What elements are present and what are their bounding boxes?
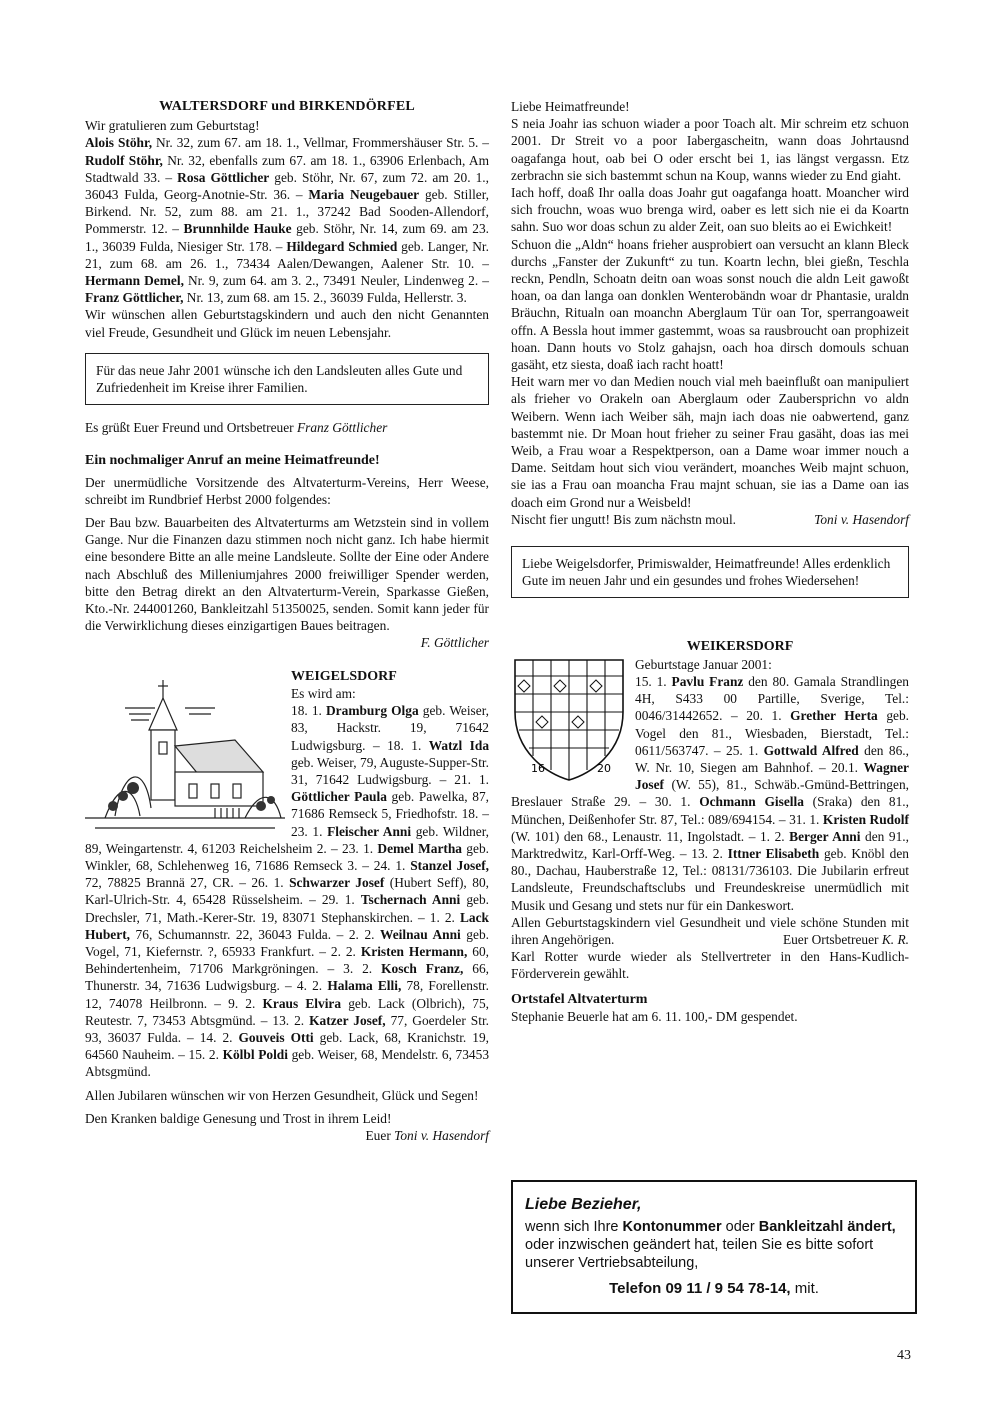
entry-name: Ittner Elisabeth xyxy=(727,845,820,861)
entry-name: Tschernach Anni xyxy=(360,892,461,908)
entry-name: Grether Herta xyxy=(790,708,878,724)
greeting-signature: Franz Göttlicher xyxy=(296,420,388,436)
entry-details: geb. Vogel, 71, Kiefernstr. ?, 65933 Frankfurt. – 2. 2. xyxy=(85,926,489,959)
entry-name: Dramburg Olga xyxy=(326,703,419,719)
entry-date: 15. 1. xyxy=(635,673,672,689)
entry-name: Alois Stöhr, xyxy=(85,135,153,151)
entry-details: geb. Weiser, 79, Auguste-Supper-Str. 31, 71642 Ludwigsburg. – 21. 1. xyxy=(291,754,489,787)
entry-name: Demel Martha xyxy=(377,840,463,856)
entry-details: geb. Knöbl den 80., Dachau, Hauberstraße 12, Tel.: 08131/736103. Die Jubilarin erfreut Landsleute, Freundschaftsclubs und Freundeskreise unermüdlich mit Musik und Gesang und stets nur für ein Dankeswort. xyxy=(511,845,909,913)
entry-details: geb. Stöhr, Nr. 14, zum 69. am 23. 1., 36039 Fulda, Niesiger Str. 178. – xyxy=(85,221,489,254)
entry-details: 72, 78825 Brannä 27, CR. – 26. 1. xyxy=(85,875,290,891)
entry-details: geb. Drechsler, 71, Math.-Kerer-Str. 19, 83071 Stephanskirchen. – 1. 2. xyxy=(85,892,490,925)
entry-name: Weilnau Anni xyxy=(380,926,461,942)
signature-prefix: Euer xyxy=(365,1127,395,1143)
entry-name: Lack Hubert, xyxy=(85,909,489,942)
entry-name: Kölbl Poldi xyxy=(222,1047,288,1063)
ortstafel-heading: Ortstafel Altvaterturm xyxy=(511,991,648,1007)
entry-details: Nr. 13, zum 68. am 15. 2., 36039 Fulda, Hellerstr. 3. xyxy=(183,290,467,306)
anruf-heading: Ein nochmaliger Anruf an meine Heimatfreunde! xyxy=(85,453,380,469)
entry-details: geb. Weiser, 68, Mendelstr. 6, 73453 Abtsgmünd. xyxy=(85,1047,490,1080)
entry-details: 78, Forellenstr. 12, 74078 Heilbronn. – 9. 2. xyxy=(85,978,489,1011)
weikersdorf-signature xyxy=(783,931,909,948)
notice-text-2: oder xyxy=(721,1219,759,1235)
signature-name: K. R. xyxy=(881,931,909,947)
entry-name: Kraus Elvira xyxy=(262,995,342,1011)
weigelsdorf-wishes: Allen Jubilaren wünschen wir von Herzen Gesundheit, Glück und Segen! xyxy=(85,1087,479,1103)
entry-name: Halama Elli, xyxy=(327,978,402,994)
waltersdorf-intro-text: Wir gratulieren zum Geburtstag! xyxy=(85,118,260,134)
entry-details: den 91., Marktredwitz, Karl-Orff-Weg. – 13. 2. xyxy=(511,828,909,861)
anruf-signature: F. Göttlicher xyxy=(420,635,489,651)
entry-name: Schwarzer Josef xyxy=(289,875,385,891)
dialect-closing: Nischt fier ungutt! Bis zum nächstn moul. xyxy=(511,511,737,527)
dialect-paragraph-2: Iach hoff, doaß Ihr oalla doas Joahr gut oagafanga hoatt. Moancher wird sich frouchn, woas wuo brenga wird, oaber es lett sich nie ei da Koartn sahn. Suo wor doas schun zu alder Zeit, oan suo bleits ao ei Ewichkeit! xyxy=(511,185,909,235)
right-column xyxy=(511,98,909,1025)
crest-year-right: 20 xyxy=(597,761,611,775)
waltersdorf-entries xyxy=(85,135,489,305)
entry-name: Wagner Josef xyxy=(635,759,909,793)
entry-details: (W. 55), 81., Schwäb.-Gmünd-Bettringen, Breslauer Straße 29. – 30. 1. xyxy=(511,777,909,810)
entry-name: Göttlicher Paula xyxy=(291,789,387,805)
dialect-paragraph-3: Schuon die „Aldn“ hoans frieher ausprobiert oan versucht an klann Bleck durchs „Fanster der Zukunft“ zu tun. Koartn lechn, blei gießn, Teschla reckn, Pendln, Schoatn deitn oan woas sonst nouch die aldn Leit gawoßt hoan, oa dan langa oan donklen Wenterobändn woar dr Phantasie, uraldn Bräuchn, Ritualn oan moanchn Aberglaum Tür oan Tor, sperrangoaweit offn. A Bessla hout immer gastemmt, woas sa rausbroucht oan prophizeit hoan. Dann houts vo Stolz gahajsn, oach hoa dirsch domouls schuan gasäht, etz siesta, doaß iach racht hoatt! xyxy=(511,236,909,373)
entry-name: Stanzel Josef, xyxy=(410,857,490,873)
weigelsdorf-heading: WEIGELSDORF xyxy=(291,668,397,684)
subscriber-notice-phone xyxy=(525,1280,903,1298)
crest-year-left: 16 xyxy=(531,761,545,775)
entry-name: Katzer Josef, xyxy=(309,1012,386,1028)
waltersdorf-intro xyxy=(85,117,489,306)
notice-bold-1: Kontonummer xyxy=(622,1219,722,1235)
entry-name: Hermann Demel, xyxy=(85,273,184,289)
waltersdorf-heading: WALTERSDORF und BIRKENDÖRFEL xyxy=(159,99,415,114)
entry-details: geb. Lack (Olbrich), 75, Reutestr. 7, 73453 Abtsgmünd. – 13. 2. xyxy=(85,995,489,1028)
entry-details: geb. Winkler, 68, Schlehenweg 16, 71686 Remseck 3. – 24. 1. xyxy=(85,840,489,873)
notice-phone-number: Telefon 09 11 / 9 54 78-14, xyxy=(609,1280,791,1297)
entry-name: Maria Neugebauer xyxy=(308,187,420,203)
entry-name: Ochmann Gisella xyxy=(699,794,804,810)
entry-details: geb. Stöhr, Nr. 67, zum 72. am 20. 1., 36043 Fulda, Georg-Anotnie-Str. 36. – xyxy=(85,169,489,203)
entry-name: Brunnhilde Hauke xyxy=(183,221,292,237)
entry-details: (Sraka) den 81., München, Deißenhofer Str. 87, Tel.: 089/694154. – 31. 1. xyxy=(511,794,909,827)
weigelsdorf-box-text: Liebe Weigelsdorfer, Primiswalder, Heimatfreunde! Alles erdenklich Gute im neuen Jahr und ein gesundes und frohes Wiedersehen! xyxy=(522,556,891,589)
entry-details: geb. Wildner, 89, Weingartenstr. 4, 61203 Reichelsheim 2. – 23. 1. xyxy=(85,823,489,856)
weigelsdorf-newyear-box xyxy=(511,546,909,598)
entry-details: geb. Stiller, Birkend. Nr. 52, zum 88. am 21. 1., 37242 Bad Sooden-Allendorf, Pommerstr. 12. – xyxy=(85,187,490,237)
entry-details: geb. Lack, 68, Kranichstr. 19, 64560 Nauheim. – 15. 2. xyxy=(85,1029,489,1063)
signature-name: Toni v. Hasendorf xyxy=(394,1127,489,1143)
entry-details: (W. 101) den 68., Lenaustr. 11, Ingolstadt. – 1. 2. xyxy=(511,828,790,844)
signature-prefix: Euer Ortsbetreuer xyxy=(782,931,882,947)
entry-details: geb. Langer, Nr. 21, zum 68. am 26. 1., 73434 Aalen/Dewangen, Aalener Str. 10. – xyxy=(85,238,489,271)
greeting-text: Es grüßt Euer Freund und Ortsbetreuer xyxy=(85,420,297,436)
subscriber-notice-title: Liebe Bezieher, xyxy=(525,1196,642,1213)
entry-name: Gottwald Alfred xyxy=(763,742,859,758)
entry-details: 77, Goerdeler Str. 93, 36037 Fulda. – 14. 2. xyxy=(85,1012,490,1045)
entry-name: Berger Anni xyxy=(789,828,861,844)
entry-details: geb. Weiser, 83, Hackstr. 19, 71642 Ludwigsburg. – 18. 1. xyxy=(291,703,489,753)
entry-name: Watzl Ida xyxy=(428,737,490,753)
dialect-greeting: Liebe Heimatfreunde! xyxy=(511,99,630,114)
entry-name: Kosch Franz, xyxy=(381,961,464,977)
entry-name: Rudolf Stöhr, xyxy=(85,152,163,168)
dialect-paragraph-4: Heit warn mer vo dan Medien nouch vial meh baeinflußt oan manipuliert als frieher vo Orakeln oan Aberglaum oder Zaubersprichn vo aldn Weibern. Wenn iach Weiber säh, majn iach doas nie oabwertend, ganz bastemmt nie. Dr Moan hout frieher zu seiner Frau gasäht, doas ias mei Weib, a Frau woar a Respektperson, oan a Dame woar immer nouch a Dame. Seitdam hout sich viou verändert, moanches Weib majnt schuon, sie ias a Frau oan moancha Frau majnt schuan, sie ias a Dame oan ias doach eim Grond nur a Weisbeld! xyxy=(511,374,909,510)
subscriber-notice-box xyxy=(511,1180,917,1314)
anruf-paragraph-1: Der unermüdliche Vorsitzende des Altvaterturm-Vereins, Herr Weese, schreibt im Rundbrief Herbst 2000 folgendes: xyxy=(85,474,489,507)
notice-text-1: wenn sich Ihre xyxy=(525,1219,623,1235)
entry-name: Hildegard Schmied xyxy=(286,238,398,254)
weikersdorf-section xyxy=(511,638,909,1024)
entry-name: Rosa Göttlicher xyxy=(177,169,270,185)
entry-name: Kristen Rudolf xyxy=(822,811,909,827)
entry-name: Gouveis Otti xyxy=(238,1029,314,1045)
entry-details: (Hubert Seff), 80, Karl-Ulrich-Str. 4, 65428 Rüsselsheim. – 29. 1. xyxy=(85,875,489,908)
entry-name: Pavlu Franz xyxy=(671,673,744,689)
weikersdorf-heading: WEIKERSDORF xyxy=(686,639,794,655)
weigelsdorf-sick: Den Kranken baldige Genesung und Trost in ihrem Leid! xyxy=(85,1110,392,1126)
weigelsdorf-intro: Es wird am: xyxy=(291,685,356,701)
weikersdorf-wishes-block xyxy=(511,914,909,948)
entry-details: 66, Thunerstr. 34, 71636 Ludwigsburg. – 4. 2. xyxy=(85,961,490,994)
entry-details: geb. Vogel den 81., Wiesbaden, Bierstadt, Tel.: 0611/563747. – 25. 1. xyxy=(635,708,910,758)
page-number: 43 xyxy=(897,1348,911,1363)
weigelsdorf-section xyxy=(85,668,489,1144)
entry-name: Franz Göttlicher, xyxy=(85,290,184,306)
entry-name: Fleischer Anni xyxy=(327,823,412,839)
entry-details: Nr. 32, zum 67. am 18. 1., Vellmar, Frommershäuser Str. 5. – xyxy=(152,135,489,151)
left-column xyxy=(85,98,489,1144)
entry-details: Nr. 9, zum 64. am 3. 2., 73491 Neuler, Lindenweg 2. – xyxy=(183,273,489,289)
entry-name: Kristen Hermann, xyxy=(360,943,468,959)
dialect-paragraph-1: S neia Joahr ias schuon wiader a poor Toach alt. Mir schreim etz schuon 2001. Dr Streit vo a poor Iabergascheitn, wann doas Johrtausnd oagafanga hout, oab bei O oder erscht bei 1, ias längst vergassn. Etz zerbrachn sie sich bastemmt schun na Koup, wanns wieder zu End giaht. xyxy=(511,116,909,183)
ortstafel-text: Stephanie Beuerle hat am 6. 11. 100,- DM gespendet. xyxy=(511,1008,798,1024)
weikersdorf-note: Karl Rotter wurde wieder als Stellvertreter in den Hans-Kudlich-Förderverein gewählt. xyxy=(511,949,909,982)
subscriber-notice-text xyxy=(525,1218,903,1272)
waltersdorf-greeting xyxy=(85,419,489,436)
anruf-paragraph-2: Der Bau bzw. Bauarbeiten des Altvaterturms am Wetzstein sind in vollem Gange. Nur die Finanzen dazu stimmen noch nicht ganz. Ich habe hiermit eine besondere Bitte an alle meine Landsleute. Sollte der Eine oder Andere nach Abschluß des Milleniumjahres 2000 freiwilliger Spender werden, bitte den Betrag direkt an den Altvaterturm-Verein, Sparkasse Gießen, Kto.-Nr. 244001260, Bankleitzahl 51350025, senden. Somit kann jeder für die Verwirklichung dieses einzigartigen Baues beitragen. xyxy=(85,515,489,634)
entry-details: 60, Behindertenheim, 71706 Markgröningen. – 3. 2. xyxy=(85,943,489,977)
weigelsdorf-signature xyxy=(85,1127,489,1144)
entry-details: den 80. Gamala Strandlingen 4H, S433 00 Partille, Sverige, Tel.: 0046/31442652. – 20. 1. xyxy=(635,673,909,724)
notice-text-3: oder inzwischen geändert hat, teilen Sie es bitte sofort unserer Vertriebsabteilung, xyxy=(525,1237,874,1271)
church-illustration xyxy=(85,668,285,840)
entry-details: Nr. 32, ebenfalls zum 67. am 18. 1., 63906 Erlenbach, Am Stadtwald 33. – xyxy=(85,152,490,185)
entry-details: den 86., W. Nr. 10, Siegen am Bahnhof. – 20.1. xyxy=(635,742,909,775)
weikersdorf-intro: Geburtstage Januar 2001: xyxy=(635,656,772,672)
waltersdorf-wishes: Wir wünschen allen Geburtstagskindern und auch den nicht Genannten viel Freude, Gesundheit und Glück im neuen Lebensjahr. xyxy=(85,307,489,340)
weikersdorf-wishes: Allen Geburtstagskindern viel Gesundheit und viele schöne Stunden mit ihren Angehörigen. xyxy=(511,914,909,947)
entry-details: geb. Pawelka, 87, 71686 Remseck 5, Friedhofstr. 18. – 23. 1. xyxy=(291,789,489,839)
entry-date: 18. 1. xyxy=(291,703,327,719)
waltersdorf-newyear-box xyxy=(85,353,489,405)
coat-of-arms-icon xyxy=(511,656,629,786)
waltersdorf-box-text: Für das neue Jahr 2001 wünsche ich den Landsleuten alles Gute und Zufriedenheit im Kreise ihrer Familien. xyxy=(96,362,463,396)
notice-phone-after: mit. xyxy=(790,1280,819,1297)
dialect-closing-row xyxy=(511,511,909,528)
entry-details: 76, Schumannstr. 22, 36043 Fulda. – 2. 2. xyxy=(130,926,381,942)
dialect-signature: Toni v. Hasendorf xyxy=(814,511,909,527)
notice-bold-2: Bankleitzahl ändert, xyxy=(758,1219,896,1235)
